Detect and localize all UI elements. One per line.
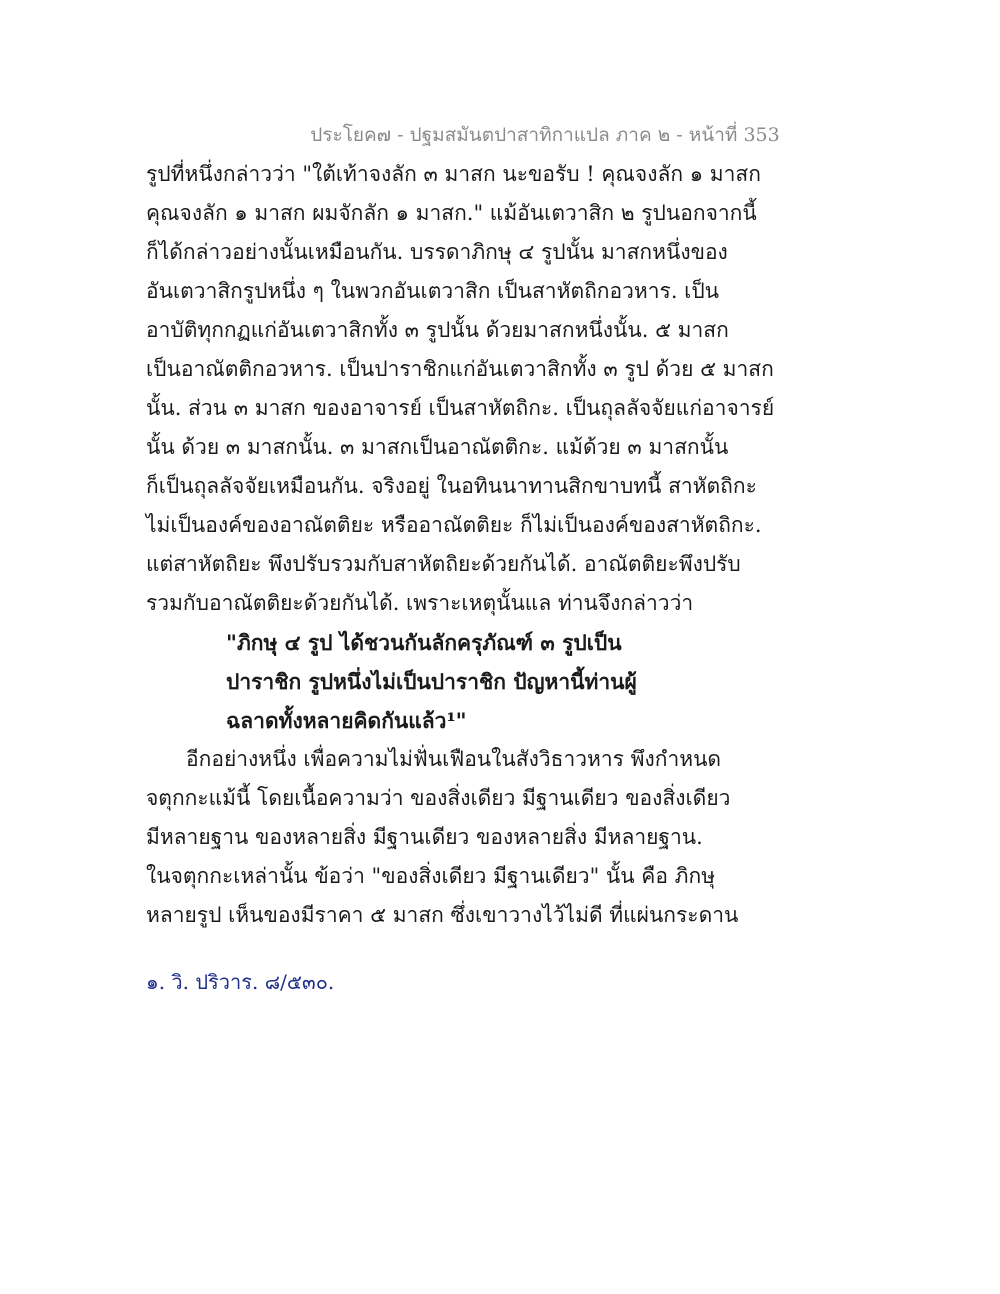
paragraph-line: จตุกกะแม้นี้ โดยเนื้อความว่า ของสิ่งเดียว มีฐานเดียว ของสิ่งเดียว bbox=[146, 786, 731, 810]
paragraph-line: ก็เป็นถุลลัจจัยเหมือนกัน. จริงอยู่ ในอทินนาทานสิกขาบทนี้ สาหัตถิกะ bbox=[146, 474, 757, 498]
paragraph-line: อาบัติทุกกฏแก่อันเตวาสิกทั้ง ๓ รูปนั้น ด้วยมาสกหนึ่งนั้น. ๕ มาสก bbox=[146, 318, 729, 342]
paragraph-line: อีกอย่างหนึ่ง เพื่อความไม่ฟั่นเฟือนในสังวิธาวหาร พึงกำหนด bbox=[186, 747, 722, 771]
footnote: ๑. วิ. ปริวาร. ๘/๕๓๐. bbox=[146, 970, 335, 994]
paragraph-line: เป็นอาณัตติกอวหาร. เป็นปาราชิกแก่อันเตวาสิกทั้ง ๓ รูป ด้วย ๕ มาสก bbox=[146, 357, 774, 381]
paragraph-line: รวมกับอาณัตติยะด้วยกันได้. เพราะเหตุนั้นแล ท่านจึงกล่าวว่า bbox=[146, 591, 694, 615]
page-header-text: ประโยค๗ - ปฐมสมันตปาสาทิกาแปล ภาค ๒ - หน้าที่ 353 bbox=[310, 124, 780, 146]
verse-line: ฉลาดทั้งหลายคิดกันแล้ว¹" bbox=[226, 708, 467, 733]
paragraph-line: หลายรูป เห็นของมีราคา ๕ มาสก ซึ่งเขาวางไว้ไม่ดี ที่แผ่นกระดาน bbox=[146, 903, 739, 927]
paragraph-line: นั้น ด้วย ๓ มาสกนั้น. ๓ มาสกเป็นอาณัตติกะ. แม้ด้วย ๓ มาสกนั้น bbox=[146, 435, 729, 459]
body-text bbox=[146, 155, 775, 935]
page-header bbox=[0, 120, 1000, 150]
paragraph-line: คุณจงลัก ๑ มาสก ผมจักลัก ๑ มาสก." แม้อันเตวาสิก ๒ รูปนอกจากนี้ bbox=[146, 201, 757, 225]
paragraph-line: ก็ได้กล่าวอย่างนั้นเหมือนกัน. บรรดาภิกษุ ๔ รูปนั้น มาสกหนึ่งของ bbox=[146, 240, 728, 264]
paragraph-line: อันเตวาสิกรูปหนึ่ง ๆ ในพวกอันเตวาสิก เป็นสาหัตถิกอวหาร. เป็น bbox=[146, 279, 720, 303]
paragraph-line: มีหลายฐาน ของหลายสิ่ง มีฐานเดียว ของหลายสิ่ง มีหลายฐาน. bbox=[146, 825, 703, 849]
paragraph-line: ไม่เป็นองค์ของอาณัตติยะ หรืออาณัตติยะ ก็ไม่เป็นองค์ของสาหัตถิกะ. bbox=[146, 513, 762, 537]
paragraph-line: รูปที่หนึ่งกล่าวว่า "ใต้เท้าจงลัก ๓ มาสก นะขอรับ ! คุณจงลัก ๑ มาสก bbox=[146, 162, 761, 186]
paragraph-line: นั้น. ส่วน ๓ มาสก ของอาจารย์ เป็นสาหัตถิกะ. เป็นถุลลัจจัยแก่อาจารย์ bbox=[146, 396, 775, 420]
verse-line: ปาราชิก รูปหนึ่งไม่เป็นปาราชิก ปัญหานี้ท่านผู้ bbox=[226, 669, 637, 694]
paragraph-line: แต่สาหัตถิยะ พึงปรับรวมกับสาหัตถิยะด้วยกันได้. อาณัตติยะพึงปรับ bbox=[146, 552, 741, 576]
verse-line: "ภิกษุ ๔ รูป ได้ชวนกันลักครุภัณฑ์ ๓ รูปเป็น bbox=[226, 630, 622, 655]
paragraph-line: ในจตุกกะเหล่านั้น ข้อว่า "ของสิ่งเดียว มีฐานเดียว" นั้น คือ ภิกษุ bbox=[146, 864, 716, 888]
